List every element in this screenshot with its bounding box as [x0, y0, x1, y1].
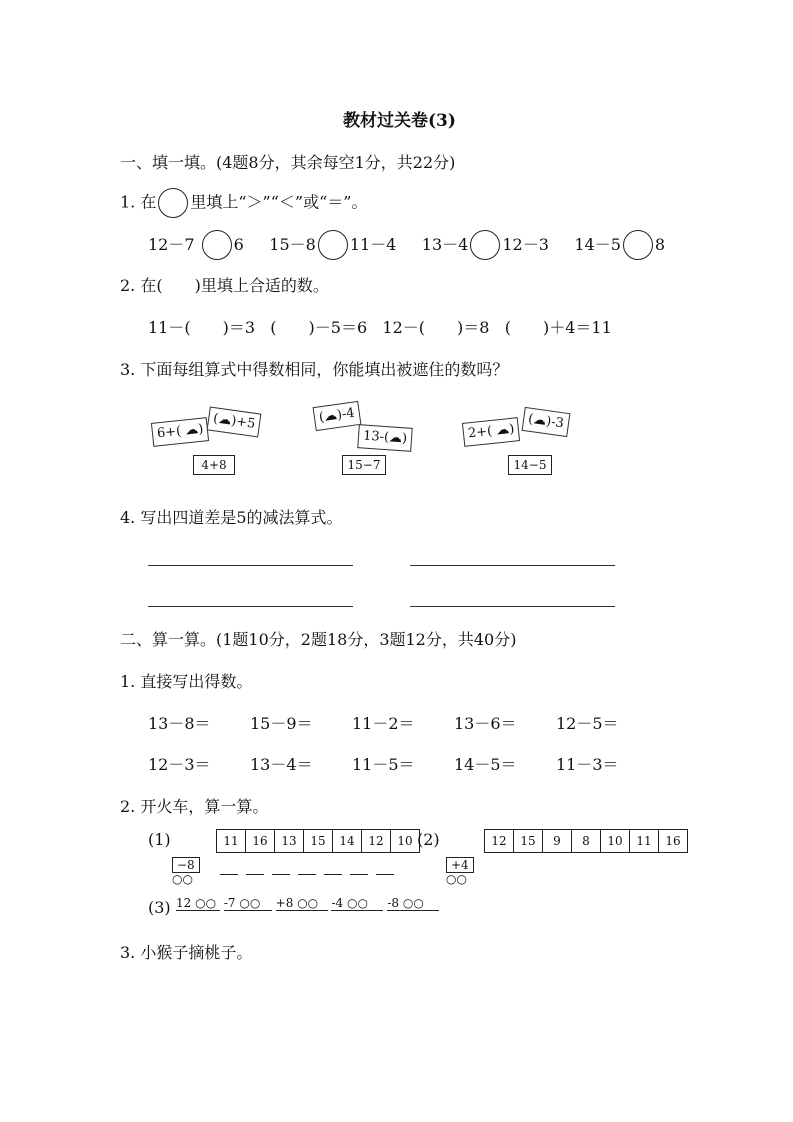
- card-right: (☁)+5: [207, 406, 262, 437]
- compare-item: 12－7 6: [148, 235, 244, 254]
- train-car: 12: [362, 830, 391, 852]
- train-car: 9: [543, 830, 572, 852]
- train-car: 11: [630, 830, 659, 852]
- train-car: 16: [665, 834, 681, 848]
- wheels-icon: ○○: [402, 896, 424, 910]
- calc-row: [148, 711, 619, 734]
- train-car: 15: [304, 830, 333, 852]
- cloud-icon: ☁: [217, 411, 233, 429]
- circle-blank[interactable]: [470, 230, 500, 260]
- train1-engine: −8 ○○: [172, 858, 200, 886]
- wheels-icon: ○○: [195, 896, 217, 910]
- wheels-icon: ○○: [172, 872, 193, 886]
- calc-item[interactable]: 12－3＝: [148, 755, 211, 774]
- wheels-icon: ○○: [297, 896, 319, 910]
- wheels-icon: ○○: [347, 896, 368, 910]
- train2-label: (2): [417, 830, 440, 849]
- wheels-icon: ○○: [239, 896, 261, 910]
- train-car: 8: [572, 830, 601, 852]
- compare-item: 13－4 12－3: [422, 235, 549, 254]
- calc-item[interactable]: 11－3＝: [556, 755, 619, 774]
- q4-instruction: 4. 写出四道差是5的减法算式。: [120, 508, 343, 527]
- q1-row: [148, 230, 665, 260]
- train-step: -4 ○○: [331, 896, 383, 911]
- wheels-icon: ○○: [446, 872, 467, 886]
- answer-line[interactable]: [410, 565, 615, 566]
- q1-instruction: 1. 在 里填上“＞”“＜”或“＝”。: [120, 188, 367, 218]
- calc-item[interactable]: 15－9＝: [250, 714, 313, 733]
- card-left: (☁)-4: [313, 401, 362, 431]
- train-car: 10: [397, 834, 413, 848]
- cloud-icon: ☁: [323, 408, 339, 425]
- train-car: 16: [246, 830, 275, 852]
- train-car: 15: [514, 830, 543, 852]
- section2-heading: 二、算一算。(1题10分，2题18分，3题12分，共40分): [120, 630, 517, 649]
- train-car: 10: [601, 830, 630, 852]
- card-left: 2+( ☁): [462, 417, 521, 447]
- circle-blank[interactable]: [202, 230, 232, 260]
- answer-box: 15−7: [342, 455, 386, 475]
- calc-item[interactable]: 13－4＝: [250, 755, 313, 774]
- train2-cars: [484, 829, 688, 853]
- train-car: 12: [485, 830, 514, 852]
- card-left: 6+( ☁): [151, 417, 210, 447]
- calc-row: [148, 752, 619, 775]
- card-right: 13-(☁): [357, 424, 413, 452]
- card-right: (☁)-3: [522, 407, 571, 437]
- train2-engine: +4 ○○: [446, 858, 474, 886]
- cloud-icon: ☁: [388, 430, 403, 447]
- train1-cars: [216, 829, 420, 853]
- q2-instruction: 2. 在( )里填上合适的数。: [120, 276, 329, 295]
- calc-item[interactable]: 12－5＝: [556, 714, 619, 733]
- section1-heading: 一、填一填。(4题8分，其余每空1分，共22分): [120, 153, 456, 172]
- train-step: 12 ○○: [176, 896, 220, 911]
- cloud-icon: ☁: [532, 412, 548, 429]
- train-car: 11: [217, 830, 246, 852]
- fill-item[interactable]: 11－( )＝3: [148, 318, 256, 337]
- fill-item[interactable]: ( )－5＝6: [270, 318, 368, 337]
- train1-label: (1): [148, 830, 171, 849]
- train-step: -8 ○○: [387, 896, 439, 911]
- circle-blank[interactable]: [623, 230, 653, 260]
- fill-item[interactable]: 12－( )＝8: [382, 318, 490, 337]
- compare-item: 14－5 8: [574, 235, 665, 254]
- s2q3-instruction: 3. 小猴子摘桃子。: [120, 943, 253, 962]
- train-car: 14: [333, 830, 362, 852]
- calc-item[interactable]: 11－2＝: [352, 714, 415, 733]
- q3-instruction: 3. 下面每组算式中得数相同，你能填出被遮住的数吗？: [120, 360, 509, 379]
- answer-line[interactable]: [148, 606, 353, 607]
- s2q2-instruction: 2. 开火车，算一算。: [120, 797, 269, 816]
- train-step: +8 ○○: [276, 896, 328, 911]
- calc-item[interactable]: 14－5＝: [454, 755, 517, 774]
- page-title: 教材过关卷(3): [343, 111, 456, 131]
- q2-row: [148, 315, 612, 338]
- answer-line[interactable]: [148, 565, 353, 566]
- train1-blanks[interactable]: [216, 860, 398, 879]
- cloud-icon: ☁: [495, 422, 511, 439]
- answer-box: 4+8: [193, 455, 235, 475]
- train-car: 13: [275, 830, 304, 852]
- circle-blank[interactable]: [158, 188, 188, 218]
- train3-row: [176, 896, 439, 911]
- answer-box: 14−5: [508, 455, 552, 475]
- train3-label: (3): [148, 898, 171, 917]
- calc-item[interactable]: 11－5＝: [352, 755, 415, 774]
- circle-blank[interactable]: [318, 230, 348, 260]
- train-step: -7 ○○: [224, 896, 272, 911]
- fill-item[interactable]: ( )＋4＝11: [504, 318, 612, 337]
- cloud-icon: ☁: [184, 422, 200, 439]
- answer-line[interactable]: [410, 606, 615, 607]
- calc-item[interactable]: 13－8＝: [148, 714, 211, 733]
- s2q1-instruction: 1. 直接写出得数。: [120, 672, 253, 691]
- calc-item[interactable]: 13－6＝: [454, 714, 517, 733]
- compare-item: 15－8 11－4: [269, 235, 396, 254]
